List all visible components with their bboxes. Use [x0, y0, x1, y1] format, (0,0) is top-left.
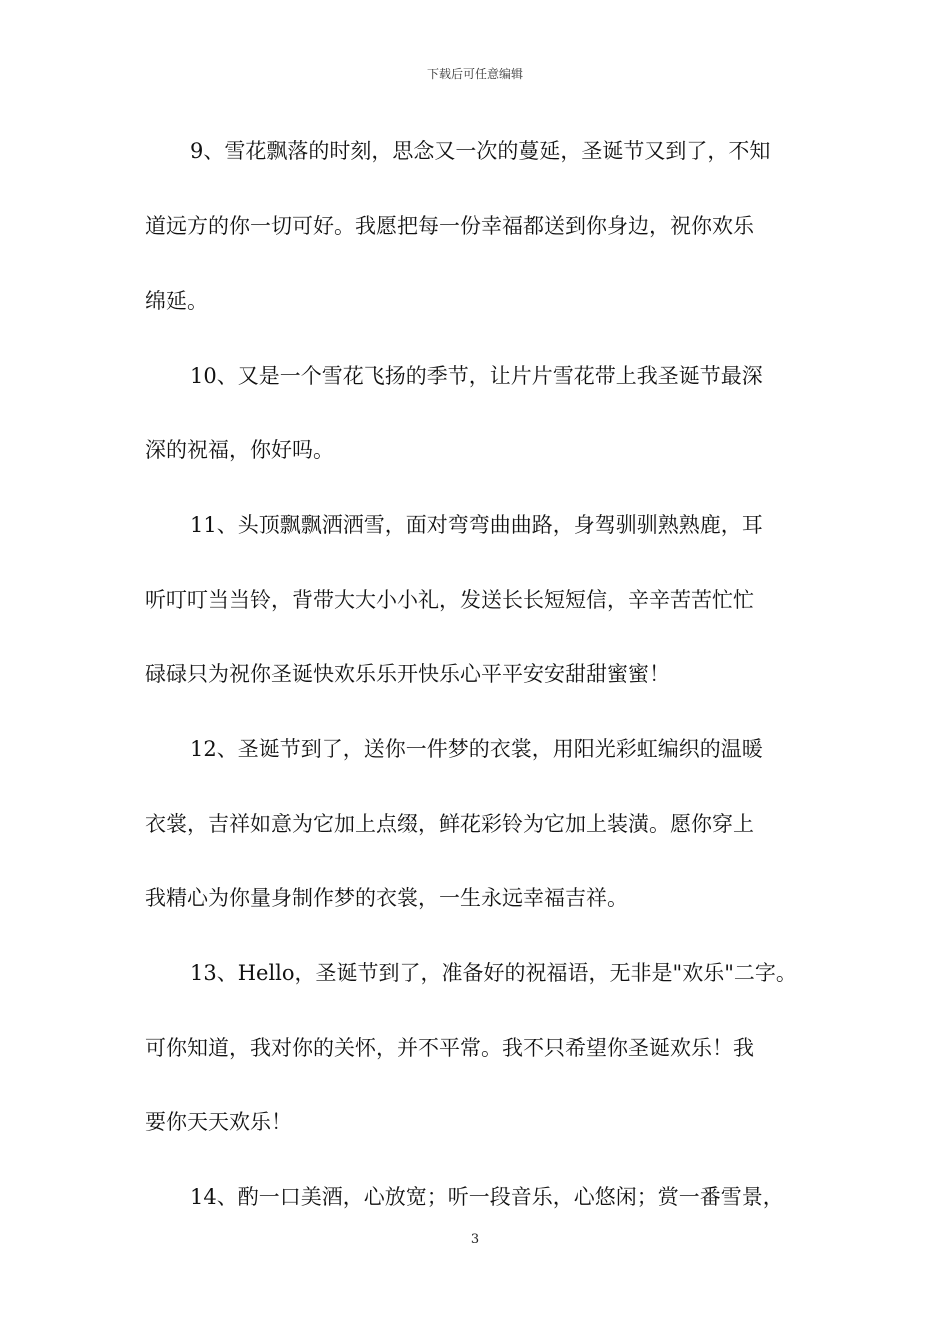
text-line: 9、雪花飘落的时刻，思念又一次的蔓延，圣诞节又到了，不知 — [190, 139, 771, 163]
text-line: 我精心为你量身制作梦的衣裳，一生永远幸福吉祥。 — [145, 886, 628, 910]
text-line: 11、头顶飘飘洒洒雪，面对弯弯曲曲路，身驾驯驯熟熟鹿，耳 — [190, 513, 763, 537]
page-header: 下载后可任意编辑 — [426, 67, 523, 81]
text-line: 可你知道，我对你的关怀，并不平常。我不只希望你圣诞欢乐！我 — [145, 1036, 754, 1060]
text-line: 衣裳，吉祥如意为它加上点缀，鲜花彩铃为它加上装潢。愿你穿上 — [145, 812, 754, 836]
text-line: 深的祝福，你好吗。 — [145, 438, 334, 462]
text-line: 12、圣诞节到了，送你一件梦的衣裳，用阳光彩虹编织的温暖 — [190, 737, 763, 761]
text-line: 13、Hello，圣诞节到了，准备好的祝福语，无非是"欢乐"二字。 — [190, 961, 797, 985]
text-line: 10、又是一个雪花飞扬的季节，让片片雪花带上我圣诞节最深 — [190, 364, 763, 388]
text-line: 碌碌只为祝你圣诞快欢乐乐开快乐心平平安安甜甜蜜蜜！ — [145, 662, 670, 686]
page-number: 3 — [470, 1232, 480, 1247]
text-line: 听叮叮当当铃，背带大大小小礼，发送长长短短信，辛辛苦苦忙忙 — [145, 588, 754, 612]
text-line: 要你天天欢乐！ — [145, 1110, 292, 1134]
text-line: 绵延。 — [145, 289, 208, 313]
text-line: 14、酌一口美酒，心放宽；听一段音乐，心悠闲；赏一番雪景， — [190, 1185, 784, 1209]
text-line: 道远方的你一切可好。我愿把每一份幸福都送到你身边，祝你欢乐 — [145, 214, 754, 238]
